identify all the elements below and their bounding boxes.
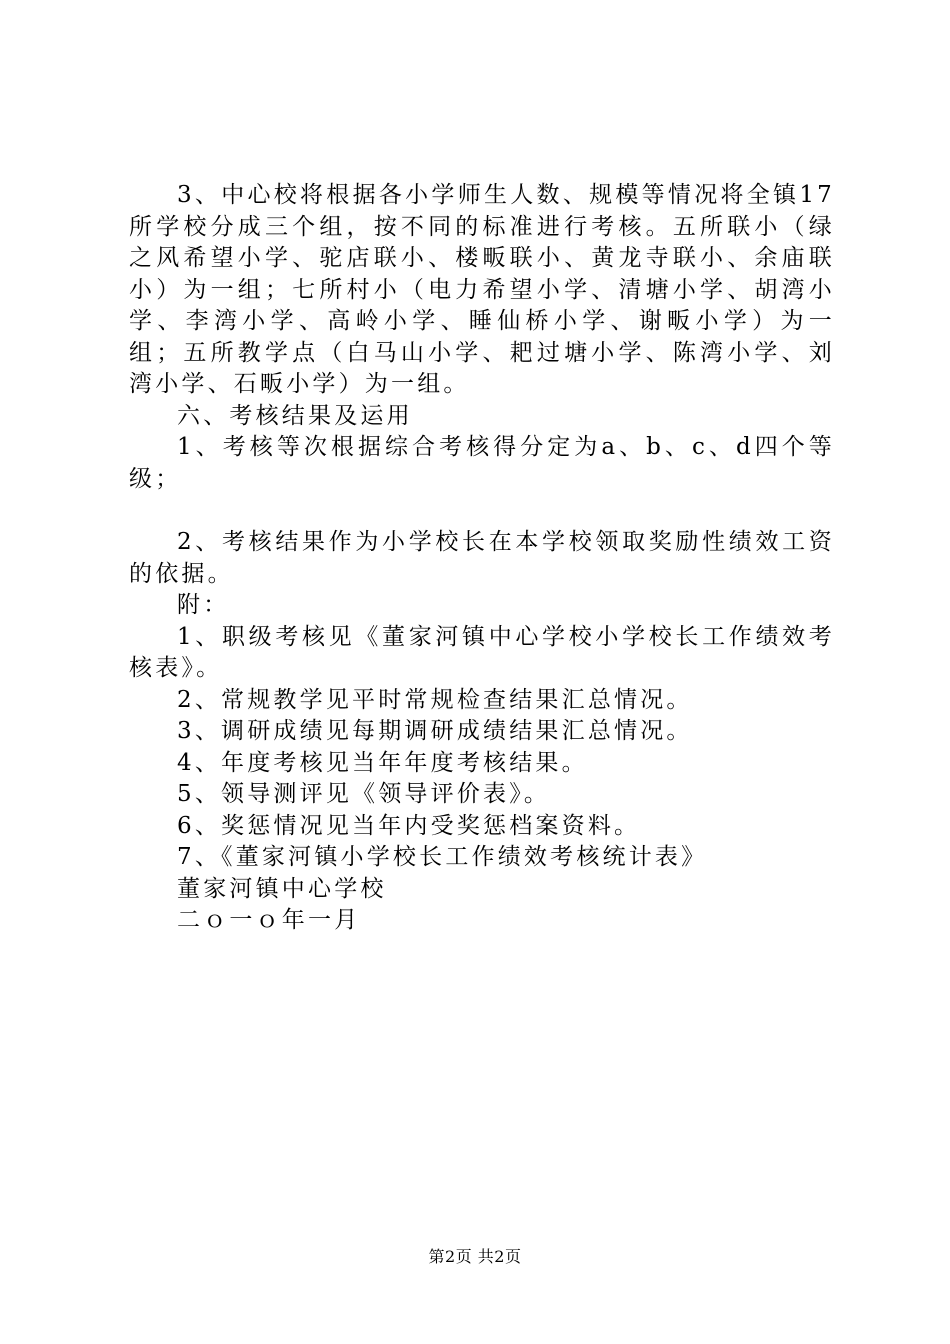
- paragraph-result-usage: 2、考核结果作为小学校长在本学校领取奖励性绩效工资的依据。: [129, 529, 835, 587]
- paragraph-grade-levels: 1、考核等次根据综合考核得分定为a、b、c、d四个等级；: [129, 434, 835, 492]
- appendix-item-3: 3、调研成绩见每期调研成绩结果汇总情况。: [177, 718, 693, 744]
- document-body: [129, 180, 835, 937]
- section-heading-results: 六、考核结果及运用: [177, 402, 413, 429]
- signature-organization: 董家河镇中心学校: [177, 875, 387, 902]
- appendix-heading: 附：: [177, 592, 230, 618]
- appendix-item-5: 5、领导测评见《领导评价表》。: [177, 781, 551, 807]
- appendix-item-2: 2、常规教学见平时常规检查结果汇总情况。: [177, 686, 693, 713]
- appendix-item-7: 7、《董家河镇小学校长工作绩效考核统计表》: [177, 844, 708, 870]
- signature-date: 二ｏ一ｏ年一月: [177, 907, 361, 933]
- paragraph-grouping: 3、中心校将根据各小学师生人数、规模等情况将全镇17所学校分成三个组，按不同的标准进行考核。五所联小（绿之风希望小学、驼店联小、楼畈联小、黄龙寺联小、余庙联小）为一组；七所村小（电力希望小学、清塘小学、胡湾小学、李湾小学、高岭小学、睡仙桥小学、谢畈小学）为一组；五所教学点（白马山小学、耙过塘小学、陈湾小学、刘湾小学、石畈小学）为一组。: [129, 182, 835, 397]
- appendix-item-6: 6、奖惩情况见当年内受奖惩档案资料。: [177, 812, 641, 839]
- blank-line: [129, 495, 835, 527]
- page-number-footer: 第2页 共2页: [428, 1247, 522, 1266]
- appendix-item-4: 4、年度考核见当年年度考核结果。: [177, 749, 588, 776]
- appendix-item-1: 1、职级考核见《董家河镇中心学校小学校长工作绩效考核表》。: [129, 623, 835, 681]
